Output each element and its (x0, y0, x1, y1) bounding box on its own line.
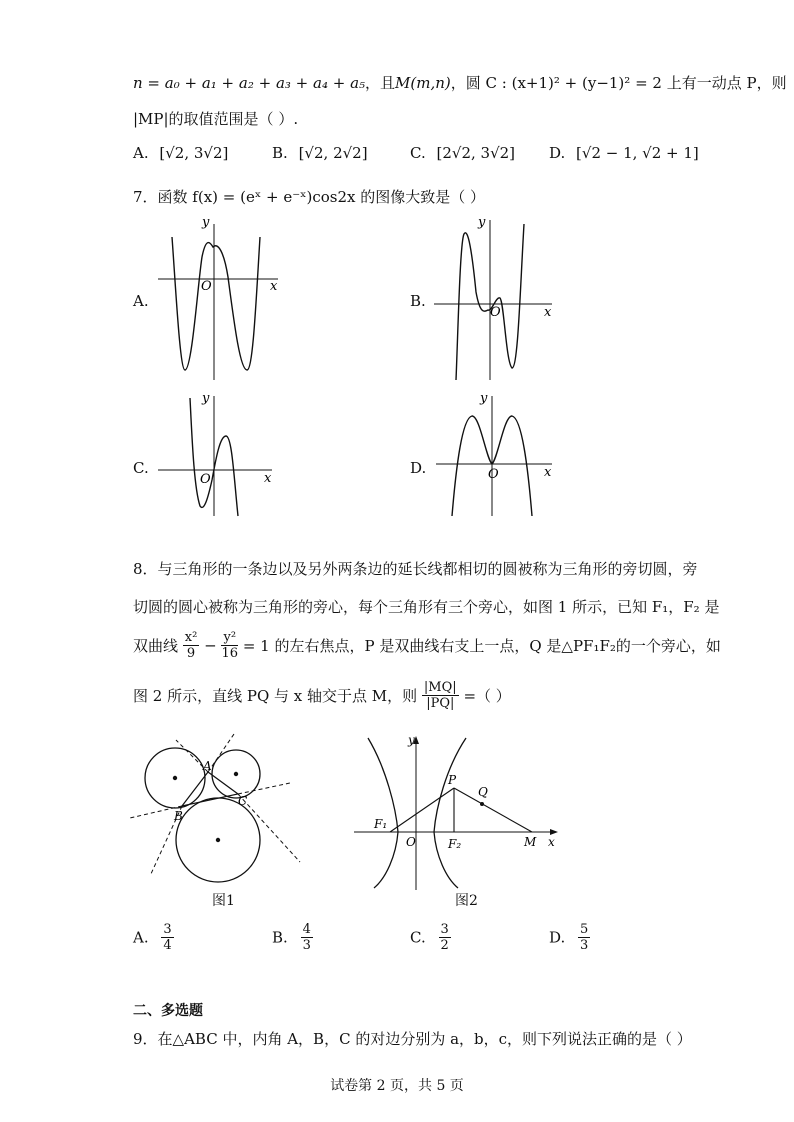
dashed-line-4 (238, 794, 300, 862)
q6-circle-text: ，圆 C : (x+1)² + (y−1)² = 2 上有一动点 P，则 (450, 74, 787, 92)
hyperbola-left-branch (368, 738, 398, 888)
q6-point-m: M(m,n) (395, 74, 451, 92)
graph-b-y-label: y (478, 215, 486, 230)
graph-d-y-label: y (480, 391, 488, 406)
dashed-line-6 (238, 783, 290, 794)
q8-line3-pre: 双曲线 (133, 637, 179, 655)
line-p-m (454, 788, 532, 832)
graph-a-curve (172, 237, 260, 370)
q8-option-c-den: 2 (440, 938, 449, 953)
q8-option-a-fraction (161, 922, 173, 953)
q8-option-d-num: 5 (580, 922, 589, 937)
q8-option-b-num: 4 (302, 922, 311, 937)
q6-option-c[interactable] (410, 144, 515, 162)
q6-option-b-text: [√2, 2√2] (298, 144, 368, 162)
section-heading-multiple-choice: 二、多选题 (133, 1003, 203, 1019)
hyperbola-y-term (221, 630, 238, 661)
q8-option-d-fraction (578, 922, 590, 953)
q9-stem: 9．在△ABC 中，内角 A，B，C 的对边分别为 a，b，c，则下列说法正确的是（ ） (133, 1030, 692, 1048)
figure-1-excircles (130, 728, 310, 893)
q8-option-a-num: 3 (163, 922, 172, 937)
q8-option-c-label: C. (410, 928, 426, 947)
triangle-abc (182, 772, 238, 806)
q8-option-a-label: A. (133, 928, 149, 947)
q8-line-4 (133, 680, 511, 711)
fig1-point-a: A (203, 759, 212, 773)
q8-option-d-den: 3 (580, 938, 589, 953)
q8-option-b-label: B. (272, 928, 288, 947)
q8-option-c[interactable] (410, 922, 451, 953)
q8-option-d[interactable] (549, 922, 590, 953)
fig2-label-m: M (524, 835, 537, 849)
graph-c-y-label: y (202, 391, 210, 406)
ratio-fraction (422, 680, 459, 711)
fig2-label-f1: F₁ (374, 817, 388, 831)
graph-a-x-label: x (270, 279, 278, 294)
figure-2-hyperbola (350, 732, 565, 892)
graph-b-origin: O (490, 305, 501, 320)
q7-option-d-label[interactable]: D. (410, 459, 427, 477)
fig1-point-b: B (174, 809, 183, 823)
q6-sum-expr: n = a₀ + a₁ + a₂ + a₃ + a₄ + a₅ (133, 74, 366, 92)
q6-option-d-text: [√2 − 1, √2 + 1] (576, 144, 699, 162)
q8-line-1: 8．与三角形的一条边以及另外两条边的延长线都相切的圆被称为三角形的旁切圆，旁 (133, 560, 698, 578)
q8-line-3 (133, 630, 721, 661)
q6-option-d-label: D. (549, 144, 566, 162)
hyp-x-num: x² (184, 630, 198, 645)
hyperbola-right-branch (434, 738, 466, 888)
dashed-line-2 (208, 734, 234, 772)
q8-option-d-label: D. (549, 928, 566, 947)
q6-mid-text: ，且 (365, 74, 396, 92)
q6-line-1 (133, 72, 787, 93)
q6-line-2: |MP|的取值范围是（ ）. (133, 110, 299, 128)
graph-a-y-label: y (202, 215, 210, 230)
hyp-x-den: 9 (186, 646, 196, 661)
graph-d-origin: O (488, 467, 499, 482)
graph-d-x-label: x (544, 465, 552, 480)
q6-option-b-label: B. (272, 144, 288, 162)
q7-graph-b[interactable] (430, 212, 560, 384)
q7-graph-d[interactable] (430, 388, 560, 520)
fig2-label-o: O (406, 835, 416, 849)
q7-option-c-label[interactable]: C. (133, 459, 149, 477)
q8-option-b-den: 3 (302, 938, 311, 953)
excenter-right (234, 772, 238, 776)
figure-1-caption: 图1 (212, 893, 235, 909)
hyperbola-x-term (183, 630, 200, 661)
graph-b-x-label: x (544, 305, 552, 320)
q6-option-d[interactable] (549, 144, 699, 162)
fig2-label-p: P (448, 773, 457, 787)
fig2-label-q: Q (478, 785, 488, 799)
q6-option-a[interactable] (133, 144, 228, 162)
line-f1-p (390, 788, 454, 832)
q7-option-b-label[interactable]: B. (410, 292, 426, 310)
page-footer: 试卷第 2 页，共 5 页 (330, 1078, 464, 1094)
q6-option-c-label: C. (410, 144, 426, 162)
q7-graph-a[interactable] (150, 212, 290, 384)
q8-option-a-den: 4 (163, 938, 172, 953)
q7-stem: 7．函数 f(x) = (eˣ + e⁻ˣ)cos2x 的图像大致是（ ） (133, 188, 485, 206)
graph-c-origin: O (200, 472, 211, 487)
q6-option-a-text: [√2, 3√2] (159, 144, 229, 162)
hyp-y-num: y² (223, 630, 237, 645)
q7-option-a-label[interactable]: A. (133, 292, 149, 310)
figure-2-caption: 图2 (455, 893, 478, 909)
excenter-left (173, 776, 177, 780)
q6-option-c-text: [2√2, 3√2] (436, 144, 516, 162)
fig2-label-f2: F₂ (448, 837, 462, 851)
q6-option-a-label: A. (133, 144, 149, 162)
fig1-point-c: C (238, 794, 248, 808)
q8-line3-post: = 1 的左右焦点，P 是双曲线右支上一点，Q 是△PF₁F₂的一个旁心，如 (242, 637, 721, 655)
excenter-bottom (216, 838, 220, 842)
hyp-y-den: 16 (221, 646, 239, 661)
fig2-label-x: x (548, 835, 555, 849)
q8-option-b-fraction (301, 922, 313, 953)
point-q (480, 802, 484, 806)
fig2-label-y: y (408, 733, 415, 747)
hyp-minus: − (204, 636, 217, 655)
graph-c-x-label: x (264, 471, 272, 486)
q8-line-2: 切圆的圆心被称为三角形的旁心，每个三角形有三个旁心，如图 1 所示，已知 F₁，F₂ 是 (133, 598, 720, 616)
q8-option-b[interactable] (272, 922, 313, 953)
q8-option-c-num: 3 (440, 922, 449, 937)
q8-line4-post: =（ ） (463, 687, 511, 705)
q8-line4-pre: 图 2 所示，直线 PQ 与 x 轴交于点 M，则 (133, 687, 418, 705)
graph-a-origin: O (201, 279, 212, 294)
ratio-den: |PQ| (426, 696, 455, 711)
q8-option-c-fraction (439, 922, 451, 953)
q6-option-b[interactable] (272, 144, 368, 162)
q7-graph-c[interactable] (150, 388, 280, 520)
q8-option-a[interactable] (133, 922, 174, 953)
ratio-num: |MQ| (423, 680, 457, 695)
